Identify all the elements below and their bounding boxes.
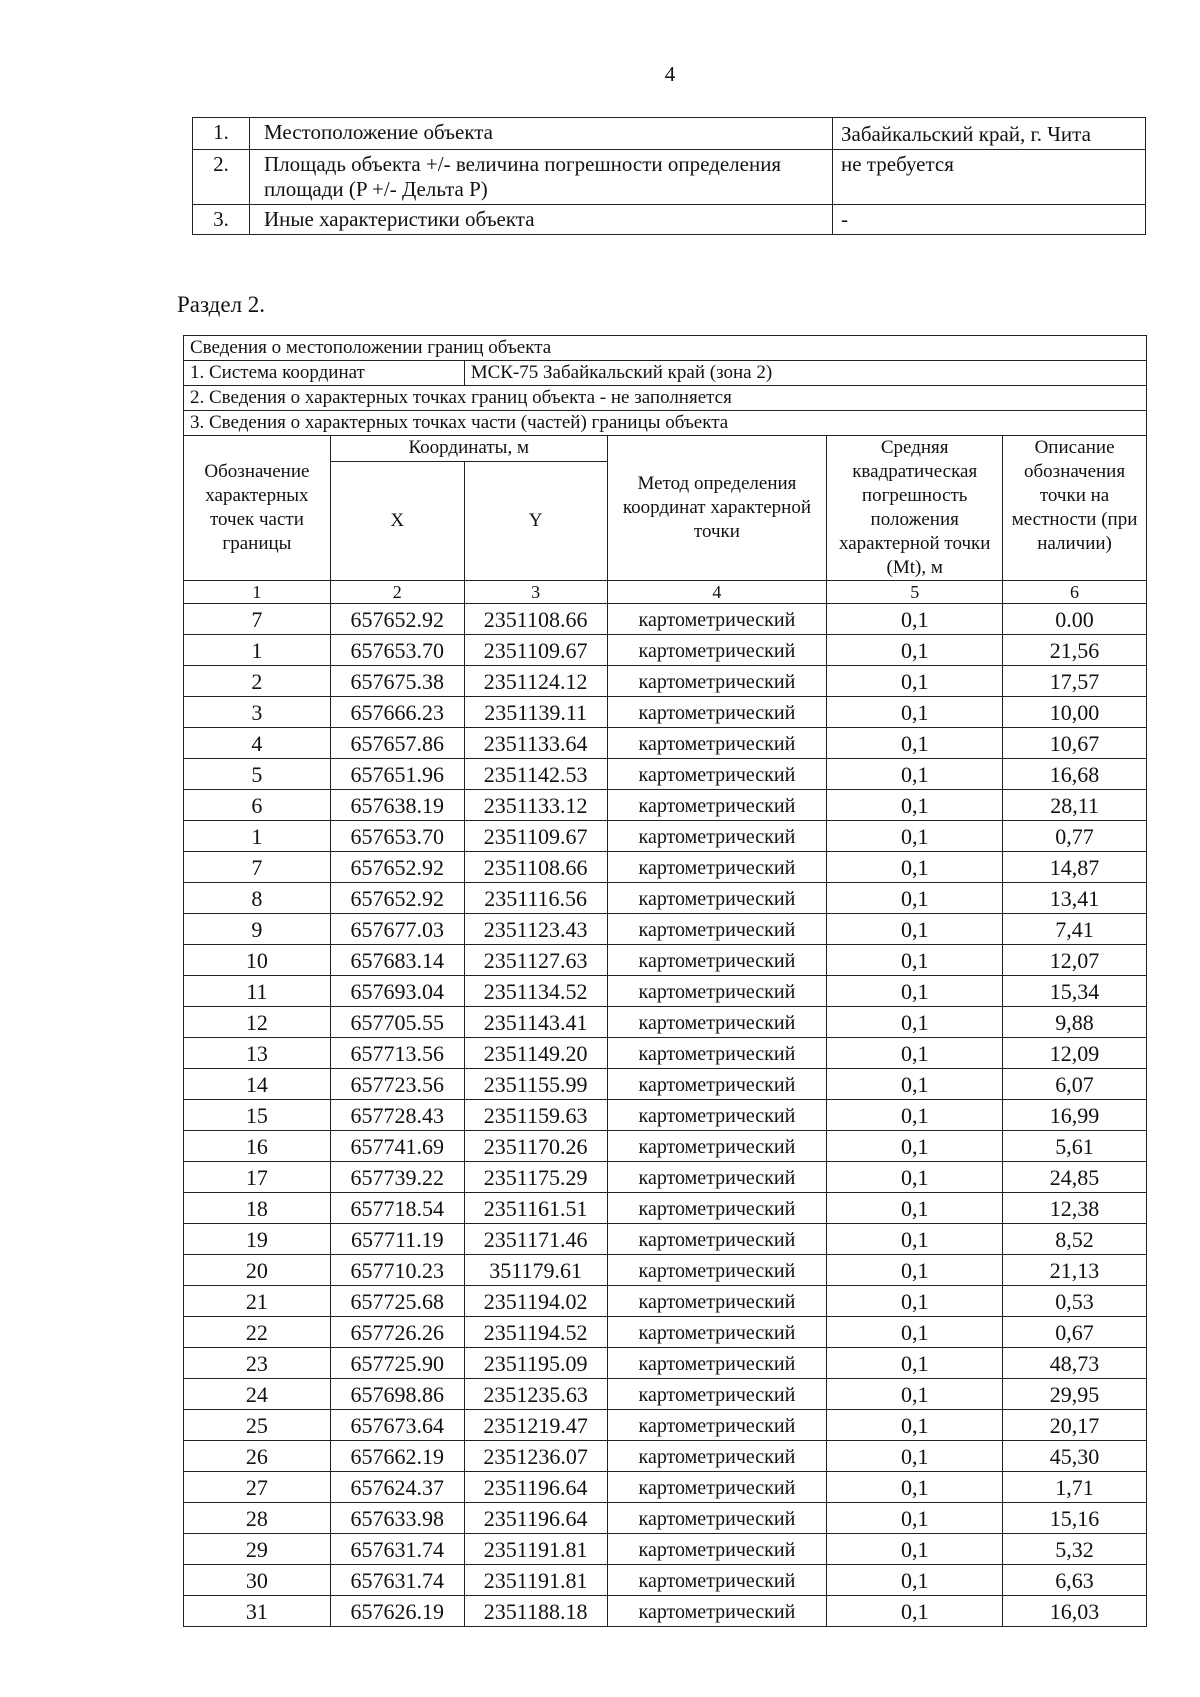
x-cell: 657652.92 [330,852,464,883]
method-cell: картометрический [607,1596,827,1627]
method-cell: картометрический [607,790,827,821]
header-mt: Средняя квадратическая погрешность положения характерной точки (Mt), м [827,436,1003,581]
point-id-cell: 11 [184,976,331,1007]
desc-cell: 16,68 [1003,759,1147,790]
mt-cell: 0,1 [827,1069,1003,1100]
desc-cell: 28,11 [1003,790,1147,821]
x-cell: 657633.98 [330,1503,464,1534]
y-cell: 2351108.66 [464,604,607,635]
point-id-cell: 18 [184,1193,331,1224]
x-cell: 657710.23 [330,1255,464,1286]
desc-cell: 10,00 [1003,697,1147,728]
desc-cell: 0,53 [1003,1286,1147,1317]
mt-cell: 0,1 [827,759,1003,790]
desc-cell: 14,87 [1003,852,1147,883]
x-cell: 657728.43 [330,1100,464,1131]
x-cell: 657677.03 [330,914,464,945]
header-y: Y [464,462,607,581]
point-id-cell: 26 [184,1441,331,1472]
row-value: Забайкальский край, г. Чита [833,118,1146,150]
x-cell: 657653.70 [330,821,464,852]
x-cell: 657631.74 [330,1565,464,1596]
table-row [184,697,1147,728]
point-id-cell: 7 [184,852,331,883]
method-cell: картометрический [607,1317,827,1348]
point-id-cell: 9 [184,914,331,945]
column-index: 4 [607,581,827,604]
table-row [184,883,1147,914]
point-id-cell: 1 [184,821,331,852]
x-cell: 657653.70 [330,635,464,666]
x-cell: 657666.23 [330,697,464,728]
table-row [184,1224,1147,1255]
method-cell: картометрический [607,1193,827,1224]
method-cell: картометрический [607,1131,827,1162]
x-cell: 657626.19 [330,1596,464,1627]
mt-cell: 0,1 [827,666,1003,697]
y-cell: 2351175.29 [464,1162,607,1193]
point-id-cell: 31 [184,1596,331,1627]
table-row [184,1255,1147,1286]
info-row [193,205,1146,235]
method-cell: картометрический [607,635,827,666]
desc-cell: 16,99 [1003,1100,1147,1131]
x-cell: 657638.19 [330,790,464,821]
table-row [184,852,1147,883]
y-cell: 2351149.20 [464,1038,607,1069]
mt-cell: 0,1 [827,728,1003,759]
desc-cell: 12,07 [1003,945,1147,976]
point-id-cell: 24 [184,1379,331,1410]
table-row [184,1472,1147,1503]
table-row [184,1286,1147,1317]
note-points-boundary: 2. Сведения о характерных точках границ объекта - не заполняется [184,386,1147,411]
mt-cell: 0,1 [827,1472,1003,1503]
table-caption: Сведения о местоположении границ объекта [184,336,1147,361]
y-cell: 2351196.64 [464,1503,607,1534]
desc-cell: 6,63 [1003,1565,1147,1596]
table-row [184,1007,1147,1038]
header-coords: Координаты, м [330,436,607,462]
table-row [184,759,1147,790]
table-row [184,666,1147,697]
point-id-cell: 29 [184,1534,331,1565]
desc-cell: 7,41 [1003,914,1147,945]
table-row [184,1534,1147,1565]
y-cell: 2351170.26 [464,1131,607,1162]
desc-cell: 6,07 [1003,1069,1147,1100]
desc-cell: 15,34 [1003,976,1147,1007]
method-cell: картометрический [607,1100,827,1131]
desc-cell: 48,73 [1003,1348,1147,1379]
y-cell: 2351196.64 [464,1472,607,1503]
method-cell: картометрический [607,852,827,883]
mt-cell: 0,1 [827,697,1003,728]
table-row [184,728,1147,759]
column-index: 3 [464,581,607,604]
desc-cell: 8,52 [1003,1224,1147,1255]
x-cell: 657713.56 [330,1038,464,1069]
y-cell: 2351143.41 [464,1007,607,1038]
method-cell: картометрический [607,1007,827,1038]
point-id-cell: 1 [184,635,331,666]
column-index: 5 [827,581,1003,604]
table-row [184,1410,1147,1441]
desc-cell: 0,77 [1003,821,1147,852]
page-number: 4 [664,62,676,86]
table-row [184,1565,1147,1596]
mt-cell: 0,1 [827,1534,1003,1565]
desc-cell: 15,16 [1003,1503,1147,1534]
mt-cell: 0,1 [827,1100,1003,1131]
method-cell: картометрический [607,1565,827,1596]
header-desc: Описание обозначения точки на местности (при наличии) [1003,436,1147,581]
y-cell: 2351235.63 [464,1379,607,1410]
method-cell: картометрический [607,1255,827,1286]
table-row [184,1503,1147,1534]
y-cell: 2351109.67 [464,635,607,666]
point-id-cell: 2 [184,666,331,697]
desc-cell: 12,09 [1003,1038,1147,1069]
desc-cell: 29,95 [1003,1379,1147,1410]
mt-cell: 0,1 [827,635,1003,666]
y-cell: 2351161.51 [464,1193,607,1224]
desc-cell: 1,71 [1003,1472,1147,1503]
table-row [184,1348,1147,1379]
row-label: Иные характеристики объекта [250,205,833,235]
x-cell: 657711.19 [330,1224,464,1255]
x-cell: 657723.56 [330,1069,464,1100]
column-index: 1 [184,581,331,604]
point-id-cell: 20 [184,1255,331,1286]
method-cell: картометрический [607,1069,827,1100]
method-cell: картометрический [607,1038,827,1069]
method-cell: картометрический [607,1224,827,1255]
point-id-cell: 17 [184,1162,331,1193]
y-cell: 2351134.52 [464,976,607,1007]
row-value: не требуется [833,150,1146,205]
mt-cell: 0,1 [827,1038,1003,1069]
point-id-cell: 5 [184,759,331,790]
mt-cell: 0,1 [827,1255,1003,1286]
mt-cell: 0,1 [827,790,1003,821]
method-cell: картометрический [607,945,827,976]
point-id-cell: 22 [184,1317,331,1348]
point-id-cell: 23 [184,1348,331,1379]
y-cell: 2351191.81 [464,1565,607,1596]
x-cell: 657652.92 [330,604,464,635]
y-cell: 2351139.11 [464,697,607,728]
point-id-cell: 10 [184,945,331,976]
row-number: 1. [193,118,250,150]
table-row [184,945,1147,976]
mt-cell: 0,1 [827,1162,1003,1193]
table-row [184,914,1147,945]
x-cell: 657693.04 [330,976,464,1007]
mt-cell: 0,1 [827,604,1003,635]
y-cell: 2351133.64 [464,728,607,759]
mt-cell: 0,1 [827,1317,1003,1348]
method-cell: картометрический [607,1379,827,1410]
column-index: 6 [1003,581,1147,604]
desc-cell: 5,32 [1003,1534,1147,1565]
x-cell: 657657.86 [330,728,464,759]
x-cell: 657675.38 [330,666,464,697]
desc-cell: 16,03 [1003,1596,1147,1627]
point-id-cell: 16 [184,1131,331,1162]
row-number: 2. [193,150,250,205]
method-cell: картометрический [607,1162,827,1193]
mt-cell: 0,1 [827,852,1003,883]
method-cell: картометрический [607,604,827,635]
point-id-cell: 27 [184,1472,331,1503]
x-cell: 657624.37 [330,1472,464,1503]
column-index: 2 [330,581,464,604]
method-cell: картометрический [607,1534,827,1565]
object-info-table [192,117,1146,235]
point-id-cell: 15 [184,1100,331,1131]
x-cell: 657662.19 [330,1441,464,1472]
point-id-cell: 6 [184,790,331,821]
method-cell: картометрический [607,883,827,914]
mt-cell: 0,1 [827,1131,1003,1162]
x-cell: 657726.26 [330,1317,464,1348]
x-cell: 657651.96 [330,759,464,790]
x-cell: 657741.69 [330,1131,464,1162]
table-row [184,635,1147,666]
method-cell: картометрический [607,821,827,852]
point-id-cell: 21 [184,1286,331,1317]
header-point: Обозначение характерных точек части границы [184,436,331,581]
x-cell: 657698.86 [330,1379,464,1410]
table-row [184,604,1147,635]
y-cell: 2351194.02 [464,1286,607,1317]
desc-cell: 21,56 [1003,635,1147,666]
method-cell: картометрический [607,1348,827,1379]
table-row [184,1069,1147,1100]
note-points-part: 3. Сведения о характерных точках части (частей) границы объекта [184,411,1147,436]
table-row [184,976,1147,1007]
desc-cell: 0.00 [1003,604,1147,635]
method-cell: картометрический [607,697,827,728]
mt-cell: 0,1 [827,1410,1003,1441]
method-cell: картометрический [607,1503,827,1534]
point-id-cell: 28 [184,1503,331,1534]
mt-cell: 0,1 [827,1565,1003,1596]
method-cell: картометрический [607,1441,827,1472]
table-row [184,1100,1147,1131]
row-number: 3. [193,205,250,235]
y-cell: 2351236.07 [464,1441,607,1472]
mt-cell: 0,1 [827,1286,1003,1317]
y-cell: 2351155.99 [464,1069,607,1100]
x-cell: 657739.22 [330,1162,464,1193]
y-cell: 2351195.09 [464,1348,607,1379]
x-cell: 657705.55 [330,1007,464,1038]
info-row [193,118,1146,150]
desc-cell: 9,88 [1003,1007,1147,1038]
method-cell: картометрический [607,1286,827,1317]
x-cell: 657673.64 [330,1410,464,1441]
mt-cell: 0,1 [827,1193,1003,1224]
method-cell: картометрический [607,728,827,759]
mt-cell: 0,1 [827,945,1003,976]
desc-cell: 5,61 [1003,1131,1147,1162]
mt-cell: 0,1 [827,1503,1003,1534]
y-cell: 2351116.56 [464,883,607,914]
x-cell: 657718.54 [330,1193,464,1224]
row-label: Местоположение объекта [250,118,833,150]
desc-cell: 0,67 [1003,1317,1147,1348]
mt-cell: 0,1 [827,1348,1003,1379]
y-cell: 2351191.81 [464,1534,607,1565]
table-row [184,790,1147,821]
desc-cell: 10,67 [1003,728,1147,759]
desc-cell: 24,85 [1003,1162,1147,1193]
y-cell: 2351159.63 [464,1100,607,1131]
y-cell: 2351127.63 [464,945,607,976]
mt-cell: 0,1 [827,1224,1003,1255]
header-x: X [330,462,464,581]
y-cell: 2351124.12 [464,666,607,697]
mt-cell: 0,1 [827,821,1003,852]
point-id-cell: 13 [184,1038,331,1069]
method-cell: картометрический [607,1410,827,1441]
point-id-cell: 25 [184,1410,331,1441]
table-row [184,1596,1147,1627]
header-method: Метод определения координат характерной точки [607,436,827,581]
mt-cell: 0,1 [827,976,1003,1007]
y-cell: 351179.61 [464,1255,607,1286]
coord-system-value: МСК-75 Забайкальский край (зона 2) [464,361,1146,386]
point-id-cell: 30 [184,1565,331,1596]
table-row [184,821,1147,852]
method-cell: картометрический [607,1472,827,1503]
y-cell: 2351133.12 [464,790,607,821]
mt-cell: 0,1 [827,1379,1003,1410]
section-title: Раздел 2. [177,292,266,317]
desc-cell: 17,57 [1003,666,1147,697]
method-cell: картометрический [607,914,827,945]
table-row [184,1317,1147,1348]
point-id-cell: 4 [184,728,331,759]
mt-cell: 0,1 [827,1007,1003,1038]
table-row [184,1131,1147,1162]
row-value: - [833,205,1146,235]
desc-cell: 45,30 [1003,1441,1147,1472]
table-row [184,1193,1147,1224]
y-cell: 2351171.46 [464,1224,607,1255]
desc-cell: 21,13 [1003,1255,1147,1286]
y-cell: 2351123.43 [464,914,607,945]
method-cell: картометрический [607,976,827,1007]
info-row [193,150,1146,205]
y-cell: 2351219.47 [464,1410,607,1441]
mt-cell: 0,1 [827,1596,1003,1627]
x-cell: 657683.14 [330,945,464,976]
table-row [184,1038,1147,1069]
x-cell: 657631.74 [330,1534,464,1565]
desc-cell: 12,38 [1003,1193,1147,1224]
point-id-cell: 7 [184,604,331,635]
method-cell: картометрический [607,759,827,790]
x-cell: 657652.92 [330,883,464,914]
table-row [184,1379,1147,1410]
x-cell: 657725.90 [330,1348,464,1379]
desc-cell: 13,41 [1003,883,1147,914]
point-id-cell: 19 [184,1224,331,1255]
desc-cell: 20,17 [1003,1410,1147,1441]
column-index-row [184,581,1147,604]
point-id-cell: 3 [184,697,331,728]
method-cell: картометрический [607,666,827,697]
y-cell: 2351142.53 [464,759,607,790]
point-id-cell: 8 [184,883,331,914]
coord-system-label: 1. Система координат [184,361,465,386]
mt-cell: 0,1 [827,883,1003,914]
table-row [184,1162,1147,1193]
point-id-cell: 14 [184,1069,331,1100]
mt-cell: 0,1 [827,914,1003,945]
table-row [184,1441,1147,1472]
row-label: Площадь объекта +/- величина погрешности определения площади (P +/- Дельта P) [250,150,833,205]
boundary-points-table [183,335,1147,1627]
y-cell: 2351194.52 [464,1317,607,1348]
y-cell: 2351109.67 [464,821,607,852]
y-cell: 2351188.18 [464,1596,607,1627]
mt-cell: 0,1 [827,1441,1003,1472]
y-cell: 2351108.66 [464,852,607,883]
x-cell: 657725.68 [330,1286,464,1317]
point-id-cell: 12 [184,1007,331,1038]
